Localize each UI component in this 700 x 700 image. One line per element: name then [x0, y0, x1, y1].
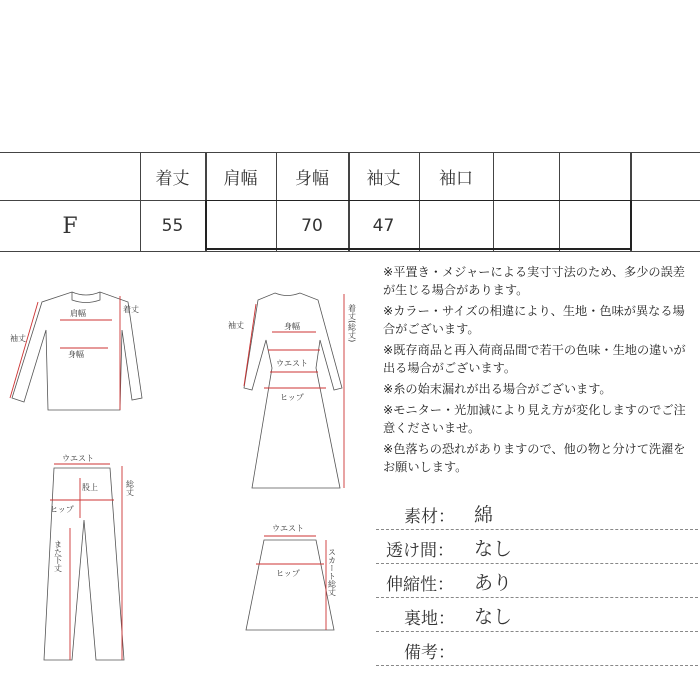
- material-row: [376, 496, 698, 530]
- remarks-label: 備考：: [404, 643, 455, 663]
- top-shoulder-label: 肩幅: [70, 309, 86, 318]
- dress-length-label: 着丈(総丈): [347, 304, 357, 343]
- stretch-label: 伸縮性：: [386, 575, 454, 595]
- header-sleeve-length: 袖丈: [366, 168, 401, 189]
- skirt-length-label: スカート総丈: [327, 548, 337, 596]
- header-body-width: 身幅: [295, 168, 329, 189]
- sheerness-row: [376, 530, 698, 564]
- pants-total-label: 総丈: [125, 480, 135, 496]
- note-1: ※平置き・メジャーによる実寸寸法のため、多少の誤差が生じる場合があります。: [383, 265, 685, 297]
- note-3: ※既存商品と再入荷商品間で若干の色味・生地の違いが出る場合がございます。: [383, 343, 686, 375]
- dress-waist-label: ウエスト: [276, 359, 308, 368]
- size-f: F: [62, 213, 78, 239]
- note-2: ※カラー・サイズの相違により、生地・色味が異なる場合がございます。: [383, 304, 685, 336]
- pants-waist-label: ウエスト: [62, 454, 94, 463]
- top-length-label: 着丈: [123, 305, 139, 314]
- value-length: 55: [161, 216, 184, 236]
- material-label: 素材：: [404, 507, 455, 527]
- dress-hip-label: ヒップ: [280, 393, 304, 402]
- note-5: ※モニター・光加減により見え方が変化しますのでご注意くださいませ。: [383, 403, 686, 435]
- pants-hip-label: ヒップ: [50, 505, 74, 514]
- material-value: 綿: [474, 504, 494, 526]
- notes: [383, 263, 695, 479]
- dress-body-width-label: 身幅: [284, 322, 300, 331]
- stretch-value: あり: [474, 572, 513, 594]
- dress-diagram: [228, 293, 357, 488]
- header-cuff: 袖口: [439, 168, 473, 189]
- lining-row: [376, 598, 698, 632]
- sheerness-value: なし: [474, 538, 513, 560]
- top-sleeve-label: 袖丈: [10, 334, 26, 343]
- stretch-row: [376, 564, 698, 598]
- header-length: 着丈: [155, 168, 190, 189]
- note-6: ※色落ちの恐れがありますので、他の物と分けて洗濯をお願いします。: [383, 442, 686, 474]
- pants-rise-label: 股上: [82, 483, 98, 492]
- skirt-waist-label: ウエスト: [272, 524, 304, 533]
- value-sleeve-length: 47: [372, 216, 395, 236]
- note-4: ※糸の始末漏れが出る場合がございます。: [383, 382, 612, 396]
- header-shoulder: 肩幅: [223, 168, 258, 189]
- remarks-row: [376, 632, 698, 666]
- lining-value: なし: [474, 606, 513, 628]
- skirt-diagram: [246, 524, 337, 630]
- skirt-hip-label: ヒップ: [276, 569, 300, 578]
- sheerness-label: 透け間：: [386, 541, 454, 561]
- top-body-width-label: 身幅: [68, 350, 84, 359]
- pants-inseam-label: また下丈: [53, 540, 63, 572]
- pants-diagram: [44, 454, 135, 660]
- top-diagram: [10, 292, 142, 410]
- lining-label: 裏地：: [404, 609, 455, 629]
- dress-sleeve-label: 袖丈: [228, 321, 244, 330]
- value-body-width: 70: [301, 216, 323, 236]
- materials-list: [376, 496, 698, 666]
